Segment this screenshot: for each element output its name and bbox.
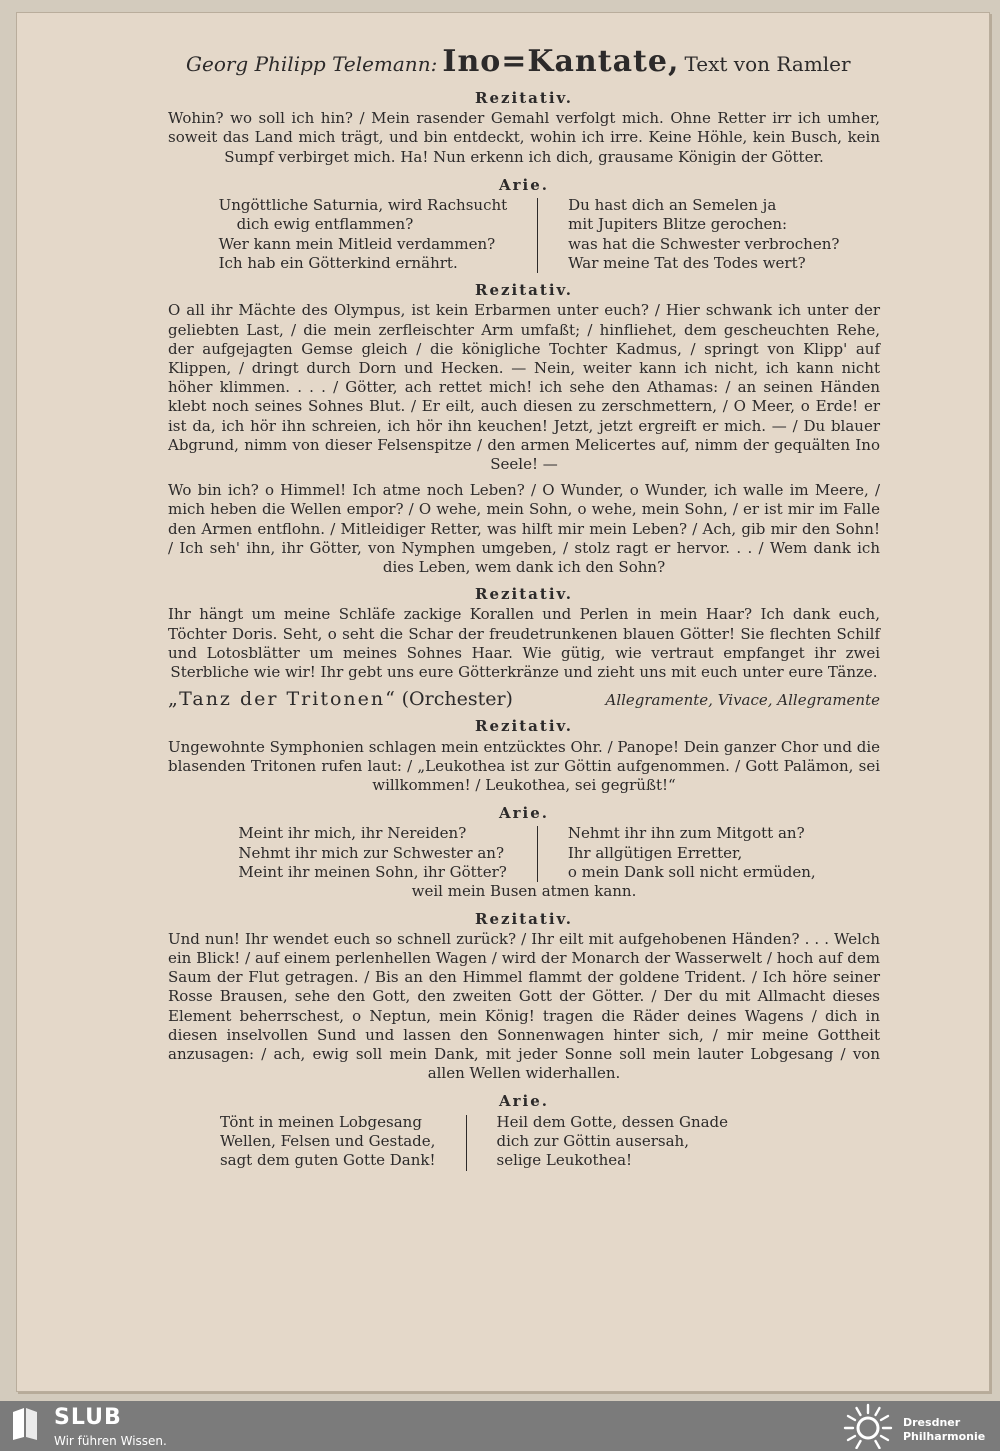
composer-name: Georg Philipp Telemann: [186,52,438,76]
section-heading: Rezitativ. [475,909,573,928]
verse-line: dich ewig entflammen? [236,215,414,234]
verse-line: Ihr allgütigen Erretter, [567,843,743,862]
librettist: Text von Ramler [684,52,851,76]
recitative-2: O all ihr Mächte des Olympus, ist kein Erbarmen unter euch? / Hier schwank ich unter der geliebten Last, / die mein zerfleischter Arm umfaßt; / hinfliehet, dem gescheuchten Rehe, der aufgejagten Gemse gleich / die königliche Tochter Kadmus, / springt von Klipp' auf Klippen, / dringt durch Dorn und Hecken. — Nein, weiter kann ich nicht, ich kann nicht höher klimmen. . . . / Götter, ach rettet mich! ich sehe den Athamas: / an seinen Händen klebt noch seines Sohnes Blut. / Er eilt, auch diesen zu zerschmettern, / O Meer, o Erde! er ist da, ich hör ihn schreien, ich hör ihn keuchen! Jetzt, jetzt ergreift er mich. — / Du blauer Abgrund, nimm von dieser Felsenspitze / den armen Melicertes auf, nimm der gequälten Ino Seele! — [168,301,880,474]
section-heading: Rezitativ. [475,89,573,107]
slub-tagline: Wir führen Wissen. [54,1434,167,1448]
footer-bar [0,1401,1000,1451]
column-divider [466,1115,467,1171]
aria-2-right [568,824,816,882]
verse-line: Du hast dich an Semelen ja [568,196,777,215]
verse-line: Wer kann mein Mitleid verdammen? [218,234,496,253]
verse-line: o mein Dank soll nicht ermüden, [567,863,816,882]
section-heading: Arie. [498,175,549,194]
recitative-1: Wohin? wo soll ich hin? / Mein rasender Gemahl verfolgt mich. Ohne Retter irr ich umher, soweit das Land mich trägt, und bin entdeckt, wohin ich irre. Keine Höhle, kein Busch, kein Sumpf verbirget mich. Ha! Nun erkenn ich dich, grausame Königin der Götter. [168,109,880,166]
recitative-5: Und nun! Ihr wendet euch so schnell zurück? / Ihr eilt mit aufgehobenen Händen? . . . Welch ein Blick! / auf einem perlenhellen Wagen / wird der Monarch der Wasserwelt / hoch auf dem Saum der Flut getragen. / Bis an den Himmel flammt der goldene Trident. / Ich höre seiner Rosse Brausen, sehe den Gott, den zweiten Gott der Götter. / Der du mit Allmacht dieses Element beherrschest, o Neptun, mein König! tragen die Räder deines Wagens / dich in diesen inselvollen Sund und lassen den Sonnenwagen hinter sich, / mir meine Gottheit anzusagen: / ach, ewig soll mein Dank, mit jeder Sonne soll mein lauter Lobgesang / von allen Wellen widerhallen. [168,929,880,1083]
verse-line: Wellen, Felsen und Gestade, [219,1131,436,1150]
verse-line: Heil dem Gotte, dessen Gnade [496,1112,729,1131]
page-header [186,44,851,79]
dance-title: „Tanz der Tritonen“ [168,688,397,711]
aria-3 [168,1113,880,1171]
aria-2-closing: weil mein Busen atmen kann. [411,882,637,901]
verse-line: Ich hab ein Götterkind ernährt. [218,253,458,272]
section-heading: Rezitativ. [475,281,573,300]
aria-1 [168,196,880,273]
verse-line: dich zur Göttin ausersah, [496,1131,689,1150]
dance-line [168,690,880,710]
verse-line: Ungöttliche Saturnia, wird Rachsucht [218,196,508,215]
section-heading: Arie. [498,1092,549,1111]
section-heading: Rezitativ. [475,585,573,604]
verse-line: Tönt in meinen Lobgesang [219,1112,422,1131]
verse-line: selige Leukothea! [496,1151,633,1170]
slub-name[interactable]: SLUB [54,1405,122,1430]
work-title: Ino=Kantate, [442,44,680,79]
aria-2-left [238,824,506,882]
section-heading: Arie. [498,804,549,823]
verse-line: sagt dem guten Gotte Dank! [219,1151,436,1170]
verse-line: Nehmt ihr mich zur Schwester an? [238,843,504,862]
philharmonie-line-1: Dresdner [903,1416,961,1429]
aria-1-right [568,196,839,273]
recitative-2-continued: Wo bin ich? o Himmel! Ich atme noch Leben? / O Wunder, o Wunder, ich walle im Meere, / mich heben die Wellen empor? / O wehe, mein Sohn, o wehe, mein Sohn, / er ist mir im Falle den Armen entflohn. / Mitleidiger Retter, was hilft mir mein Leben? / Ach, gib mir den Sohn! / Ich seh' ihn, ihr Götter, von Nymphen umgeben, / stolz ragt er hervor. . . / Wem dank ich dies Leben, wem dank ich den Sohn? [168,481,880,577]
philharmonie-sunburst-icon [840,1403,896,1449]
verse-line: mit Jupiters Blitze gerochen: [568,215,788,234]
aria-1-left [219,196,508,273]
verse-line: Meint ihr mich, ihr Nereiden? [238,824,467,843]
philharmonie-name[interactable] [903,1416,985,1444]
dance-tempo: Allegramente, Vivace, Allegramente [605,691,880,710]
column-divider [537,826,538,882]
verse-line: Meint ihr meinen Sohn, ihr Götter? [238,863,507,882]
verse-line: Nehmt ihr ihn zum Mitgott an? [567,824,805,843]
verse-line: was hat die Schwester verbrochen? [568,234,840,253]
dance-orchestra: (Orchester) [401,688,513,711]
verse-line: War meine Tat des Todes wert? [568,253,806,272]
aria-2 [168,824,880,882]
column-divider [537,198,538,273]
slub-book-icon [10,1407,40,1441]
philharmonie-line-2: Philharmonie [903,1430,986,1443]
libretto-text [168,82,880,1171]
recitative-3: Ihr hängt um meine Schläfe zackige Korallen und Perlen in mein Haar? Ich dank euch, Töchter Doris. Seht, o seht die Schar der freudetrunkenen blauen Götter! Sie flechten Schilf und Lotosblätter um meines Sohnes Haar. Wie gütig, wie vertraut empfanget ihr zwei Sterbliche wie wir! Ihr gebt uns eure Götterkränze und zieht uns mit euch unter eure Tänze. [168,605,880,682]
aria-3-left [220,1113,436,1171]
recitative-4: Ungewohnte Symphonien schlagen mein entzücktes Ohr. / Panope! Dein ganzer Chor und die blasenden Tritonen rufen laut: / „Leukothea ist zur Göttin aufgenommen. / Gott Palämon, sei willkommen! / Leukothea, sei gegrüßt!“ [168,737,880,795]
aria-3-right [497,1113,729,1171]
section-heading: Rezitativ. [475,717,573,736]
